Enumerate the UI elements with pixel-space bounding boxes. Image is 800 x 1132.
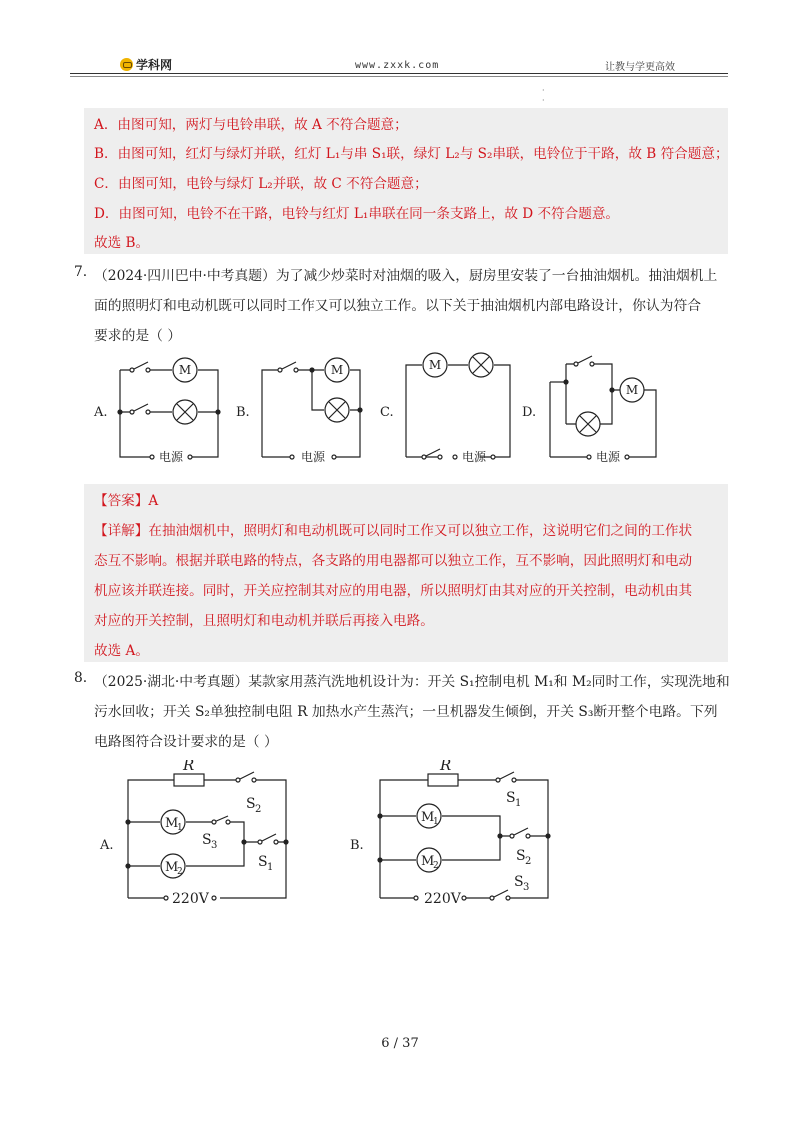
q8-a-s3-label: S <box>202 832 212 848</box>
q7-line3: 要求的是（ ） <box>94 328 182 344</box>
q8-line3: 电路图符合设计要求的是（ ） <box>94 734 278 750</box>
header-rule <box>70 73 728 74</box>
q7-a-motor-symbol: M <box>178 363 192 377</box>
q7-answer: 【答案】A <box>94 493 159 509</box>
q7-option-a-label: A. <box>94 405 108 420</box>
q8-a-s1-sub: 1 <box>267 862 274 873</box>
analysis-c: C．由图可知，电铃与绿灯 L₂并联，故 C 不符合题意； <box>94 176 428 192</box>
site-logo <box>120 56 172 73</box>
q7-number: 7. <box>74 264 88 280</box>
q8-b-s1-sub: 1 <box>515 798 522 809</box>
q7-b-power-label: 电源 <box>300 450 326 464</box>
q8-b-m1-sub: 1 <box>433 817 439 827</box>
q8-a-s3-sub: 3 <box>211 840 218 851</box>
q8-b-s3-label: S <box>514 874 524 890</box>
q7-answer-box <box>84 484 728 662</box>
analysis-d: D．由图可知，电铃不在干路，电铃与红灯 L₁串联在同一条支路上，故 D 不符合题意。 <box>94 206 620 222</box>
logo-text: 学科网 <box>136 58 173 72</box>
q8-a-voltage: 220V <box>172 891 209 907</box>
q7-detail-1: 【详解】在抽油烟机中，照明灯和电动机既可以同时工作又可以独立工作，这说明它们之间的工作状 <box>94 523 693 539</box>
logo-icon <box>120 58 133 71</box>
site-url: www.zxxk.com <box>355 60 440 71</box>
q7-b-motor-symbol: M <box>330 363 344 377</box>
q8-a-m1-label: M <box>165 816 179 831</box>
q7-detail-2: 态互不影响。根据并联电路的特点，各支路的用电器都可以独立工作，互不影响，因此照明灯和电动 <box>94 553 693 569</box>
page-number: 6 / 37 <box>381 1036 419 1051</box>
analysis-b: B．由图可知，红灯与绿灯并联，红灯 L₁与串 S₁联，绿灯 L₂与 S₂串联，电铃位于干路，故 B 符合题意； <box>94 146 729 162</box>
q8-number: 8. <box>74 670 88 686</box>
q8-option-a-label: A. <box>100 838 114 853</box>
q8-a-m1-sub: 1 <box>177 823 183 833</box>
q8-b-resistor-label: R <box>440 760 452 774</box>
q8-b-m2-sub: 2 <box>433 861 439 871</box>
q8-a-resistor-label: R <box>183 760 195 774</box>
q8-b-s2-label: S <box>516 848 526 864</box>
q7-line1: （2024·四川巴中·中考真题）为了减少炒菜时对油烟的吸入，厨房里安装了一台抽油烟机。抽油烟机上 <box>94 268 718 284</box>
q7-circuit-c <box>406 353 510 459</box>
q7-circuit-b <box>262 358 362 459</box>
q7-circuits <box>0 340 800 480</box>
q8-a-s2-sub: 2 <box>255 804 262 815</box>
q8-option-b-label: B. <box>350 838 364 853</box>
header-dots: · · <box>542 86 545 105</box>
q7-c-motor-symbol: M <box>428 358 442 372</box>
q8-a-s2-label: S <box>246 796 256 812</box>
page-header <box>0 0 800 105</box>
q8-line1: （2025·湖北·中考真题）某款家用蒸汽洗地机设计为：开关 S₁控制电机 M₁和 M₂同时工作，实现洗地和 <box>94 674 730 690</box>
q8-b-m1-label: M <box>421 810 435 825</box>
analysis-conclusion: 故选 B。 <box>94 235 150 251</box>
q7-d-motor-symbol: M <box>625 383 639 397</box>
q7-conclusion: 故选 A。 <box>94 643 149 659</box>
analysis-a: A．由图可知，两灯与电铃串联，故 A 不符合题意； <box>94 117 408 133</box>
q7-detail-4: 对应的开关控制，且照明灯和电动机并联后再接入电路。 <box>94 613 434 629</box>
q7-line2: 面的照明灯和电动机既可以同时工作又可以独立工作。以下关于抽油烟机内部电路设计，你认为符合 <box>94 298 702 314</box>
q8-b-s2-sub: 2 <box>525 856 532 867</box>
q8-line2: 污水回收；开关 S₂单独控制电阻 R 加热水产生蒸汽；一旦机器发生倾倒，开关 S₃断开整个电路。下列 <box>94 704 718 720</box>
q7-circuit-d <box>550 356 656 459</box>
q7-c-power-label: 电源 <box>461 450 487 464</box>
q8-circuits <box>0 760 800 920</box>
q8-circuit-b <box>378 772 550 900</box>
q7-d-power-label: 电源 <box>595 450 621 464</box>
q8-b-m2-label: M <box>421 854 435 869</box>
q8-b-s1-label: S <box>506 790 516 806</box>
q7-option-b-label: B. <box>236 405 250 420</box>
q7-option-c-label: C. <box>380 405 394 420</box>
q8-a-s1-label: S <box>258 854 268 870</box>
q7-detail-3: 机应该并联连接。同时，开关应控制其对应的用电器，所以照明灯由其对应的开关控制，电动机由其 <box>94 583 693 599</box>
q8-a-m2-label: M <box>165 860 179 875</box>
site-slogan: 让教与学更高效 <box>605 62 675 73</box>
q8-b-s3-sub: 3 <box>523 882 530 893</box>
q8-b-voltage: 220V <box>424 891 461 907</box>
header-rule-thin <box>70 76 728 77</box>
q7-option-d-label: D. <box>522 405 537 420</box>
q7-a-power-label: 电源 <box>158 450 184 464</box>
q7-circuit-a <box>118 358 220 459</box>
q8-a-m2-sub: 2 <box>177 867 183 877</box>
